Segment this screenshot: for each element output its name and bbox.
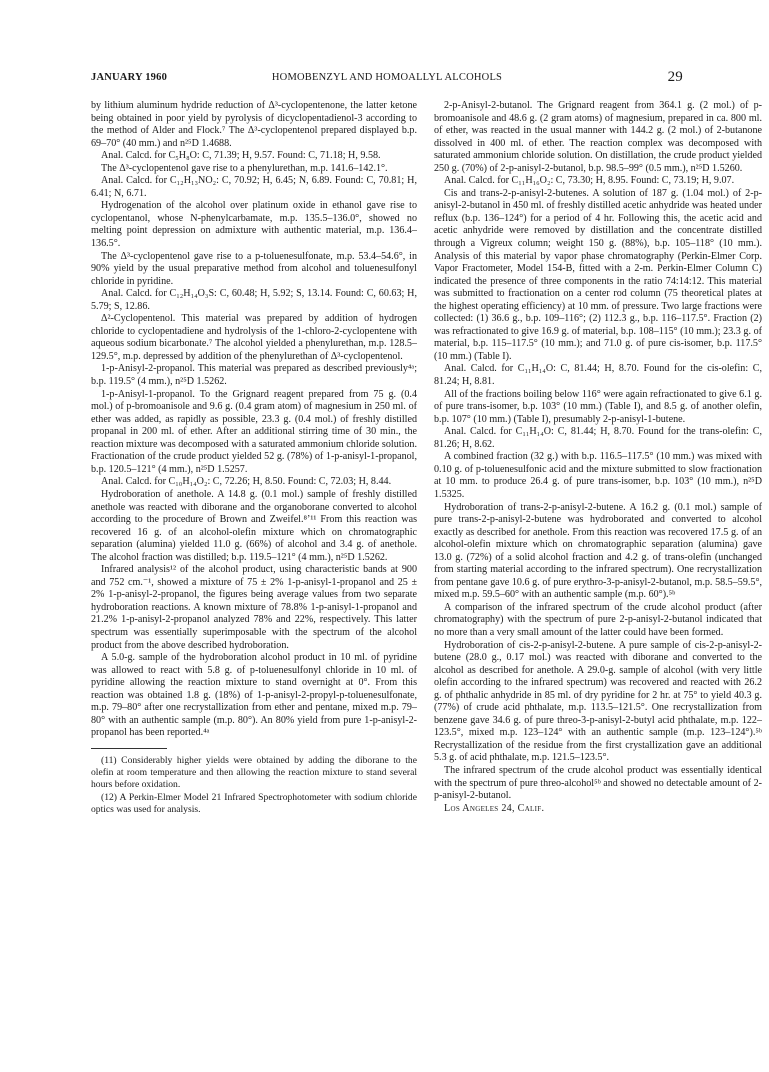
header-title: HOMOBENZYL AND HOMOALLYL ALCOHOLS [271, 72, 503, 83]
paragraph: Infrared analysis¹² of the alcohol product, using characteristic bands at 900 and 752 cm.⁻¹, showed a mixture of 75 ± 2% 1-p-anisyl-1-propanol and 25 ± 2% 1-p-anisyl-2-propanol, the figures being average values from two separate hydroboration reactions. A known mixture of 78.8% 1-p-anisyl-1-propanol and 21.2% 1-p-anisyl-2-propanol analyzed 78% and 22%, respectively. This latter spectrum was essentially superimposable with the spectrum of the alcohol product from the above described hydroboration. [91, 564, 417, 651]
footnote: (12) A Perkin-Elmer Model 21 Infrared Spectrophotometer with sodium chloride optics was used for analysis. [91, 791, 417, 815]
paragraph: Δ²-Cyclopentenol. This material was prepared by addition of hydrogen chloride to cyclopentadiene and hydrolysis of the 1-chloro-2-cyclopentene with aqueous sodium bicarbonate.⁷ The alcohol yielded a phenylurethan, m.p. 128.5–129.5°, m.p. depressed by addition of the phenylurethan of Δ³-cyclopentenol. [91, 313, 417, 362]
paragraph: 1-p-Anisyl-1-propanol. To the Grignard reagent prepared from 75 g. (0.4 mol.) of p-bromoanisole and 9.6 g. (0.4 gram atom) of magnesium in 250 ml. of ether was added, as rapidly as possible, 23.3 g. (0.4 mol.) of freshly distilled propanal in 200 ml. of ether. After an additional stirring time of 30 min., the reaction mixture was decomposed with a saturated ammonium chloride solution. Fractionation of the crude product yielded 52 g. (78%) of 1-p-anisyl-1-propanol, b.p. 120.5–121° (4 mm.), n²⁵D 1.5257. [91, 388, 417, 475]
paragraph: 1-p-Anisyl-2-propanol. This material was prepared as described previously⁴ᵃ; b.p. 119.5° (4 mm.), n²⁵D 1.5262. [91, 363, 417, 388]
paragraph: Hydroboration of trans-2-p-anisyl-2-butene. A 16.2 g. (0.1 mol.) sample of pure trans-2-p-anisyl-2-butene was hydroborated and converted to alcohol exactly as described for anethole. From this reaction was recovered 17.5 g. of an alcohol-olefin mixture which on chromatographic separation (alumina) gave 13.0 g. (72%) of a solid alcohol fraction and 4.2 g. of trans-olefin (unchanged from starting material according to the infrared spectrum). One recrystallization from pentane gave 10.6 g. of pure erythro-3-p-anisyl-2-butanol, m.p. 58.5–59.5°, mixed m.p. 59.5–60° with an authentic sample (m.p. 60°).⁵ᵇ [434, 501, 762, 601]
paragraph: Hydroboration of anethole. A 14.8 g. (0.1 mol.) sample of freshly distilled anethole was reacted with diborane and the organoborane converted to alcohol according to the procedure of Brown and Zweifel.⁸ʼ¹¹ From this reaction was recovered 16 g. of an alcohol-olefin mixture which on chromatographic separation (alumina) yielded 11.0 g. (66%) of alcohol and 3.4 g. of anethole. The alcohol fraction was distilled; b.p. 119.5–121° (4 mm.), n²⁵D 1.5262. [91, 488, 417, 563]
paragraph: Cis and trans-2-p-anisyl-2-butenes. A solution of 187 g. (1.04 mol.) of 2-p-anisyl-2-butanol in 450 ml. of freshly distilled acetic anhydride was heated under reflux (b.p. 136–124°) for a period of 4 hr. Following this, the acetic acid and acetic anhydride were removed by distillation and the concentrate distilled through a Vigreux column; weight 150 g. (88%), b.p. 105–118° (10 mm.). Analysis of this material by vapor phase chromatography (Perkin-Elmer Corp. Vapor Fractometer, Model 154-B, fitted with a 2-m. Perkin-Elmer Column C) indicated the presence of three components in the ratio 74:14:12. This material was submitted to fractionation on a center rod column (75 theoretical plates at the highest operating efficiency) at 10 mm. of pressure. Two large fractions were collected: (1) 36.6 g., b.p. 109–116°; (2) 112.3 g., b.p. 116–117.5°. Fraction (2) was refractionated to give 16.9 g. of material, b.p. 108–115° (10 mm.); 23.3 g. of material, b.p. 115–117.5° (10 mm.); and 71.0 g. of pure cis-isomer, b.p. 117.5° (10 mm.) (Table I). [434, 187, 762, 362]
footnote-rule [91, 748, 167, 749]
author-location: Los Angeles 24, Calif. [444, 802, 545, 814]
right-column [434, 100, 762, 1030]
paragraph: Anal. Calcd. for C₅H₈O: C, 71.39; H, 9.57. Found: C, 71.18; H, 9.58. [101, 150, 381, 162]
paragraph: by lithium aluminum hydride reduction of Δ³-cyclopentenone, the latter ketone being obtained in poor yield by pyrolysis of dicyclopentadienol-3 according to the method of Alder and Flock.⁷ The Δ³-cyclopentenol prepared displayed b.p. 69–70° (40 mm.) and n²⁵D 1.4688. [91, 100, 417, 149]
paragraph: Anal. Calcd. for C₁₁H₁₆O₂: C, 73.30; H, 8.95. Found: C, 73.19; H, 9.07. [444, 175, 735, 187]
paragraph: Hydroboration of cis-2-p-anisyl-2-butene. A pure sample of cis-2-p-anisyl-2-butene (28.0 g., 0.17 mol.) was reacted with diborane and converted to the alcohol as described for anethole. A 29.0-g. sample of alcohol (with very little olefin according to the infrared spectrum) was recovered and reacted with 26.2 g. of phthalic anhydride in 85 ml. of dry pyridine for 2 hr. at 75° to yield 40.3 g. (77%) of crude acid phthalate, m.p. 113.5–121.5°. One recrystallization from benzene gave 34.6 g. of pure threo-3-p-anisyl-2-butyl acid phthalate, m.p. 122–123.5°, mixed m.p. 123–124° with an authentic sample (m.p. 123–124°).⁵ᵇ Recrystallization of the residue from the first crystallization gave an additional 5.3 g. of acid phthalate, m.p. 121.5–123.5°. [434, 639, 762, 764]
paragraph: Anal. Calcd. for C₁₂H₁₃NO₂: C, 70.92; H, 6.45; N, 6.89. Found: C, 70.81; H, 6.41; N, 6.71. [91, 175, 417, 199]
paragraph: All of the fractions boiling below 116° were again refractionated to give 6.1 g. of pure trans-isomer, b.p. 103° (10 mm.) (Table I), and 8.5 g. of another olefin, b.p. 107° (10 mm.) (Table I), presumably 2-p-anisyl-1-butene. [434, 388, 762, 425]
page-number: 29 [667, 69, 683, 85]
paragraph: A comparison of the infrared spectrum of the crude alcohol product (after chromatography) with the spectrum of pure 2-p-anisyl-2-butanol indicated that no more than a very small amount of the latter could have been formed. [434, 601, 762, 638]
running-header [91, 69, 683, 90]
footnote: (11) Considerably higher yields were obtained by adding the diborane to the olefin at room temperature and then allowing the reaction mixture to stand several hours before oxidation. [91, 754, 417, 791]
paragraph: The infrared spectrum of the crude alcohol product was essentially identical with the spectrum of pure threo-alcohol⁵ᵇ and showed no detectable amount of 2-p-anisyl-2-butanol. [434, 764, 762, 802]
paragraph: A combined fraction (32 g.) with b.p. 116.5–117.5° (10 mm.) was mixed with 0.10 g. of p-toluenesulfonic acid and the mixture submitted to slow fractionation at 10 mm. to produce 26.4 g. of pure trans-isomer, b.p. 103° (10 mm.), n²⁵D 1.5325. [434, 451, 762, 500]
paragraph: Hydrogenation of the alcohol over platinum oxide in ethanol gave rise to cyclopentanol, whose N-phenylcarbamate, m.p. 135.5–136.0°, showed no melting point depression on admixture with authentic material, m.p. 136.4–136.5°. [91, 200, 417, 250]
paragraph: Anal. Calcd. for C₁₂H₁₄O₃S: C, 60.48; H, 5.92; S, 13.14. Found: C, 60.63; H, 5.79; S, 12.86. [91, 288, 417, 312]
paragraph: The Δ³-cyclopentenol gave rise to a p-toluenesulfonate, m.p. 53.4–54.6°, in 90% yield by the usual preparative method from alcohol and toluenesulfonyl chloride in pyridine. [91, 250, 417, 287]
paragraph: A 5.0-g. sample of the hydroboration alcohol product in 10 ml. of pyridine was allowed to react with 5.8 g. of p-toluenesulfonyl chloride in 10 ml. of pyridine allowing the reaction mixture to stand overnight at 0°. From this reaction was obtained 1.8 g. (18%) of 1-p-anisyl-2-propyl-p-toluenesulfonate, m.p. 79–80° after one recrystallization from ether and pentane, mixed m.p. 79–80° with an authentic sample (m.p. 80°). An 80% yield from pure 1-p-anisyl-2-propanol has been reported.⁴ᵃ [91, 652, 417, 739]
paragraph: 2-p-Anisyl-2-butanol. The Grignard reagent from 364.1 g. (2 mol.) of p-bromoanisole and 48.6 g. (2 gram atoms) of magnesium, prepared in ca. 800 ml. of ether, was reacted in the usual manner with 144.2 g. (2 mol.) of 2-butanone dissolved in 400 ml. of ether. The reaction complex was decomposed with saturated ammonium chloride solution. On distillation, the crude product yielded 250 g. (70%) of 2-p-anisyl-2-butanol, b.p. 98.5–99° (0.5 mm.), n²⁵D 1.5260. [434, 100, 762, 174]
paragraph: Anal. Calcd. for C₁₀H₁₄O₂: C, 72.26; H, 8.50. Found: C, 72.03; H, 8.44. [101, 476, 392, 488]
left-column [91, 100, 417, 1030]
paragraph: The Δ³-cyclopentenol gave rise to a phenylurethan, m.p. 141.6–142.1°. [101, 162, 388, 174]
paragraph: Anal. Calcd. for C₁₁H₁₄O: C, 81.44; H, 8.70. Found for the cis-olefin: C, 81.24; H, 8.81. [434, 363, 762, 388]
paragraph: Anal. Calcd. for C₁₁H₁₄O: C, 81.44; H, 8.70. Found for the trans-olefin: C, 81.26; H, 8.62. [434, 426, 762, 450]
header-date: JANUARY 1960 [91, 72, 168, 83]
